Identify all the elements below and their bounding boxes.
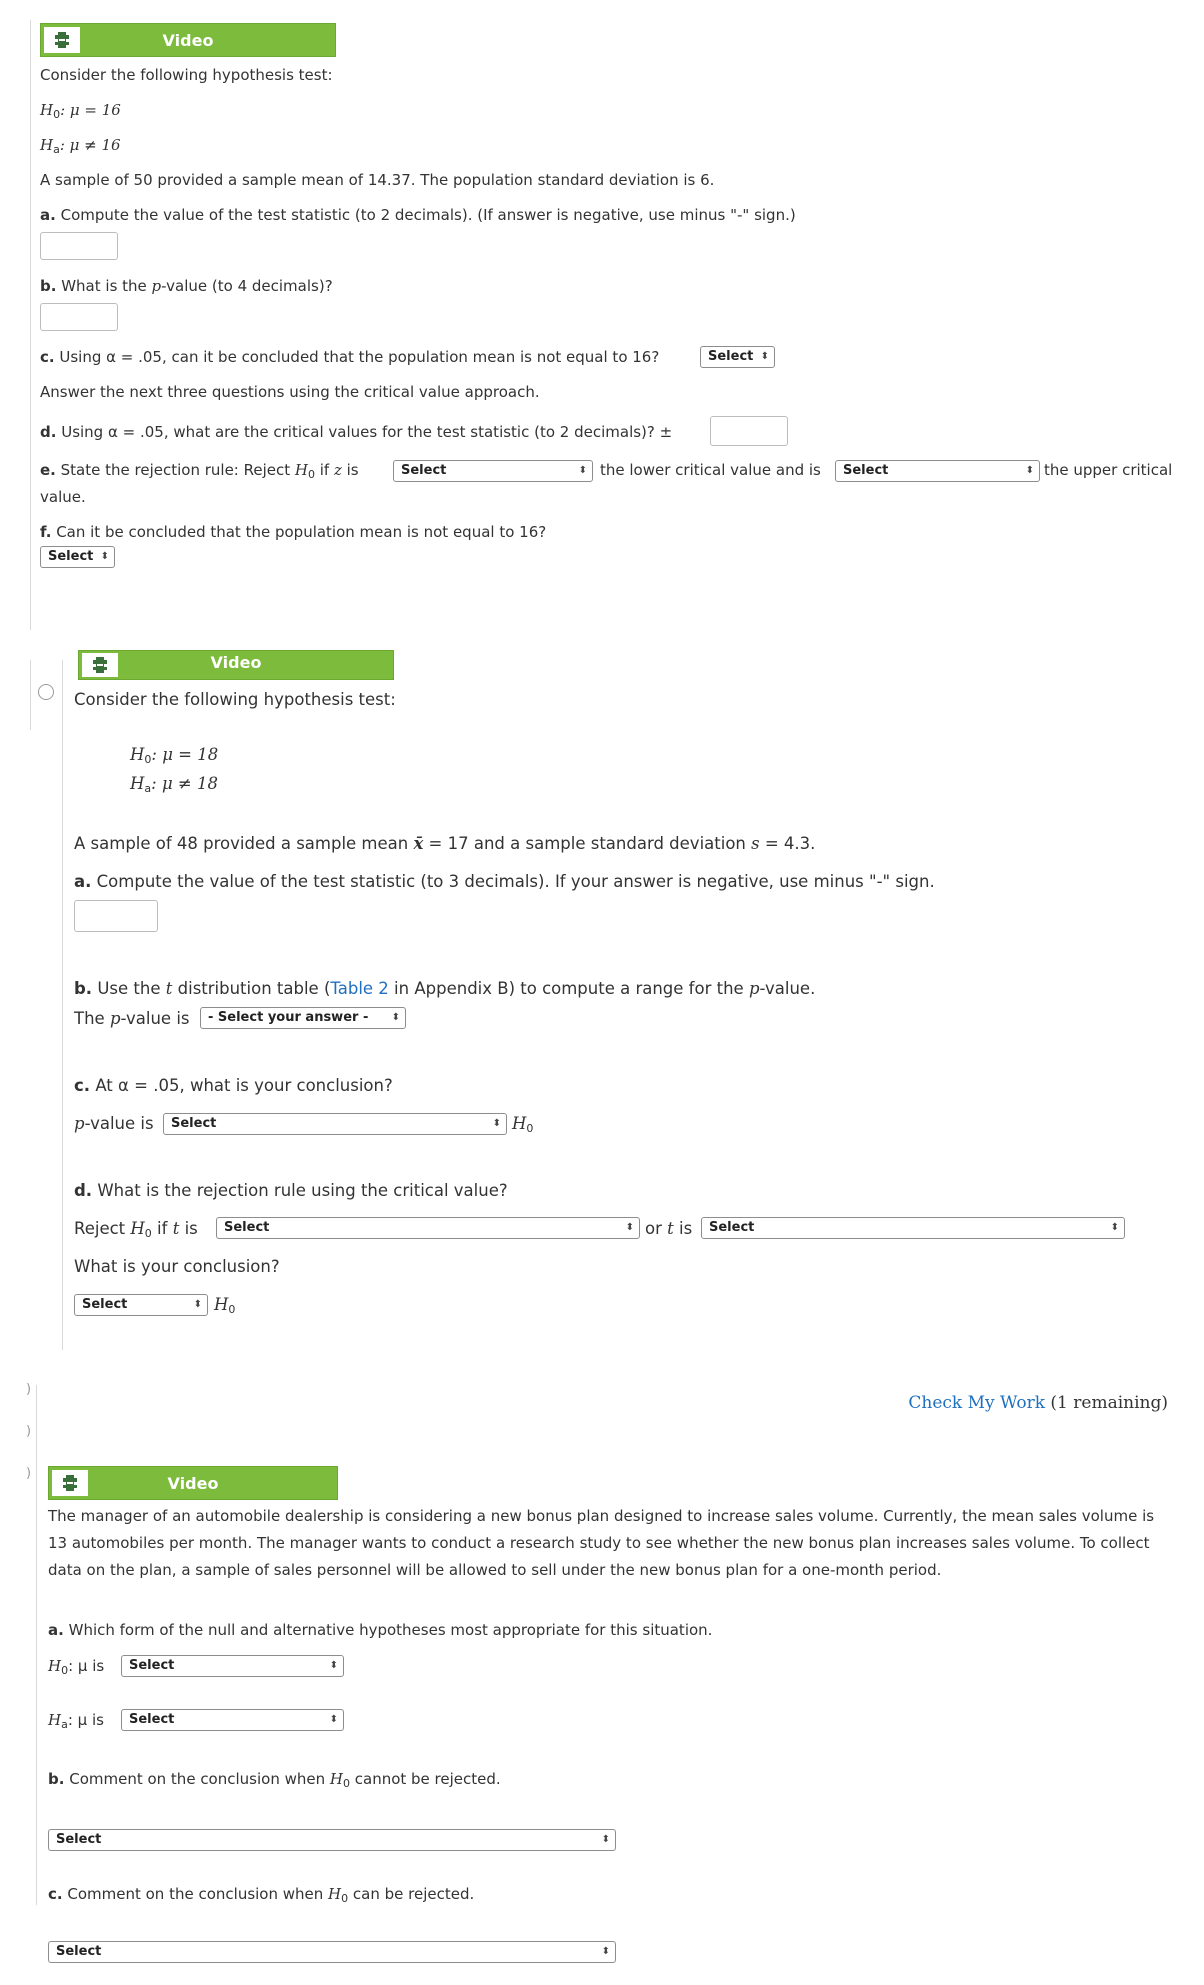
- video-label: Video: [210, 653, 262, 672]
- q2-c-pvalue: p-value is: [74, 1114, 154, 1133]
- select-arrow-icon: ⬍: [760, 351, 769, 362]
- video-button[interactable]: [48, 1466, 338, 1500]
- q1-intro: Consider the following hypothesis test:: [40, 66, 333, 84]
- margin-mark: ): [26, 1424, 32, 1439]
- q3-c-select[interactable]: Select ⬍: [48, 1941, 616, 1963]
- video-button[interactable]: [40, 23, 336, 57]
- select-arrow-icon: ⬍: [1110, 1222, 1119, 1233]
- q2-sample-text: A sample of 48 provided a sample mean x̄ = 17 and a sample standard deviation s = 4.3.: [74, 834, 816, 853]
- q2-conclusion-h0: $H_0$: [214, 1295, 236, 1316]
- q3-h0-label: $H_0$: μ is: [48, 1657, 105, 1677]
- select-arrow-icon: ⬍: [601, 1946, 610, 1957]
- q1-sample-text: A sample of 50 provided a sample mean of 14.37. The population standard deviation is 6.: [40, 171, 715, 189]
- q3-ha-select[interactable]: Select ⬍: [121, 1709, 344, 1731]
- q1-e-value-text: value.: [40, 488, 86, 506]
- q2-ha: $H_a$: μ ≠ 18: [130, 774, 218, 795]
- question-radio[interactable]: [38, 684, 54, 700]
- q2-d-or-text: or t is: [645, 1219, 693, 1238]
- q2-part-d: d. What is the rejection rule using the critical value?: [74, 1181, 508, 1200]
- q1-e-tail-text: the upper critical: [1044, 461, 1173, 479]
- q2-h0: $H_0$: μ = 18: [130, 745, 219, 766]
- q3-part-b: b. Comment on the conclusion when $H_0$ cannot be rejected.: [48, 1770, 501, 1790]
- select-arrow-icon: ⬍: [100, 551, 109, 562]
- table-2-link[interactable]: Table 2: [330, 979, 389, 998]
- q1-part-a: a. Compute the value of the test statistic (to 2 decimals). (If answer is negative, use minus "-" sign.): [40, 206, 796, 224]
- q3-paragraph-line-2: 13 automobiles per month. The manager wants to conduct a research study to see whether the new bonus plan increases sales volume. To collect: [48, 1534, 1150, 1552]
- q2-intro: Consider the following hypothesis test:: [74, 690, 396, 709]
- select-arrow-icon: ⬍: [391, 1012, 400, 1023]
- q1-critical-intro: Answer the next three questions using the critical value approach.: [40, 383, 540, 401]
- select-arrow-icon: ⬍: [329, 1660, 338, 1671]
- q1-f-select[interactable]: Select ⬍: [40, 546, 115, 568]
- q1-part-e: e. State the rejection rule: Reject $H_0$ if z is: [40, 461, 359, 481]
- q2-conclusion-question: What is your conclusion?: [74, 1257, 280, 1276]
- q1-a-answer-input[interactable]: [40, 232, 118, 260]
- q2-b-select[interactable]: - Select your answer - ⬍: [200, 1007, 406, 1029]
- q3-paragraph-line-3: data on the plan, a sample of sales personnel will be allowed to sell under the new bonus plan for a one-month period.: [48, 1561, 942, 1579]
- q1-b-answer-input[interactable]: [40, 303, 118, 331]
- q2-c-select[interactable]: Select ⬍: [163, 1113, 507, 1135]
- select-arrow-icon: ⬍: [625, 1222, 634, 1233]
- q2-c-h0: $H_0$: [512, 1114, 534, 1135]
- margin-mark: ): [26, 1466, 32, 1481]
- q2-part-a: a. Compute the value of the test statistic (to 3 decimals). If your answer is negative, use minus "-" sign.: [74, 872, 935, 891]
- q3-h0-select[interactable]: Select ⬍: [121, 1655, 344, 1677]
- check-my-work: Check My Work (1 remaining): [908, 1393, 1168, 1413]
- q3-part-a: a. Which form of the null and alternative hypotheses most appropriate for this situation.: [48, 1621, 713, 1639]
- q2-part-c: c. At α = .05, what is your conclusion?: [74, 1076, 393, 1095]
- select-arrow-icon: ⬍: [193, 1299, 202, 1310]
- q1-h0: $H_0$: μ = 16: [40, 101, 121, 121]
- check-my-work-link[interactable]: Check My Work: [908, 1393, 1045, 1413]
- q2-d-select-1[interactable]: Select ⬍: [216, 1217, 640, 1239]
- q1-c-select[interactable]: Select ⬍: [700, 346, 775, 368]
- q1-part-d: d. Using α = .05, what are the critical values for the test statistic (to 2 decimals)? ±: [40, 423, 673, 441]
- q1-e-lower-select[interactable]: Select ⬍: [393, 460, 593, 482]
- select-arrow-icon: ⬍: [1025, 465, 1034, 476]
- video-label: Video: [162, 31, 214, 50]
- select-arrow-icon: ⬍: [329, 1714, 338, 1725]
- q3-part-c: c. Comment on the conclusion when $H_0$ can be rejected.: [48, 1885, 475, 1905]
- q1-d-answer-input[interactable]: [710, 416, 788, 446]
- select-arrow-icon: ⬍: [578, 465, 587, 476]
- q2-d-reject-text: Reject $H_0$ if t is: [74, 1219, 198, 1240]
- q2-d-select-2[interactable]: Select ⬍: [701, 1217, 1125, 1239]
- q3-paragraph-line-1: The manager of an automobile dealership is considering a new bonus plan designed to increase sales volume. Currently, the mean sales volume is: [48, 1507, 1155, 1525]
- q3-ha-label: $H_a$: μ is: [48, 1711, 104, 1731]
- q1-e-middle-text: the lower critical value and is: [600, 461, 821, 479]
- video-label: Video: [167, 1474, 219, 1493]
- q1-e-upper-select[interactable]: Select ⬍: [835, 460, 1040, 482]
- q3-b-select[interactable]: Select ⬍: [48, 1829, 616, 1851]
- q1-ha: $H_a$: μ ≠ 16: [40, 136, 121, 156]
- q1-part-c: c. Using α = .05, can it be concluded that the population mean is not equal to 16?: [40, 348, 660, 366]
- q2-conclusion-select[interactable]: Select ⬍: [74, 1294, 208, 1316]
- select-arrow-icon: ⬍: [601, 1834, 610, 1845]
- q2-b-line2: The p-value is: [74, 1009, 190, 1028]
- video-button[interactable]: [78, 650, 394, 680]
- margin-mark: ): [26, 1382, 32, 1397]
- q2-part-b: b. Use the t distribution table (Table 2 in Appendix B) to compute a range for the p-value.: [74, 979, 816, 998]
- q2-a-answer-input[interactable]: [74, 900, 158, 932]
- q1-part-f: f. Can it be concluded that the population mean is not equal to 16?: [40, 523, 547, 541]
- select-arrow-icon: ⬍: [492, 1118, 501, 1129]
- q1-part-b: b. What is the p-value (to 4 decimals)?: [40, 277, 333, 295]
